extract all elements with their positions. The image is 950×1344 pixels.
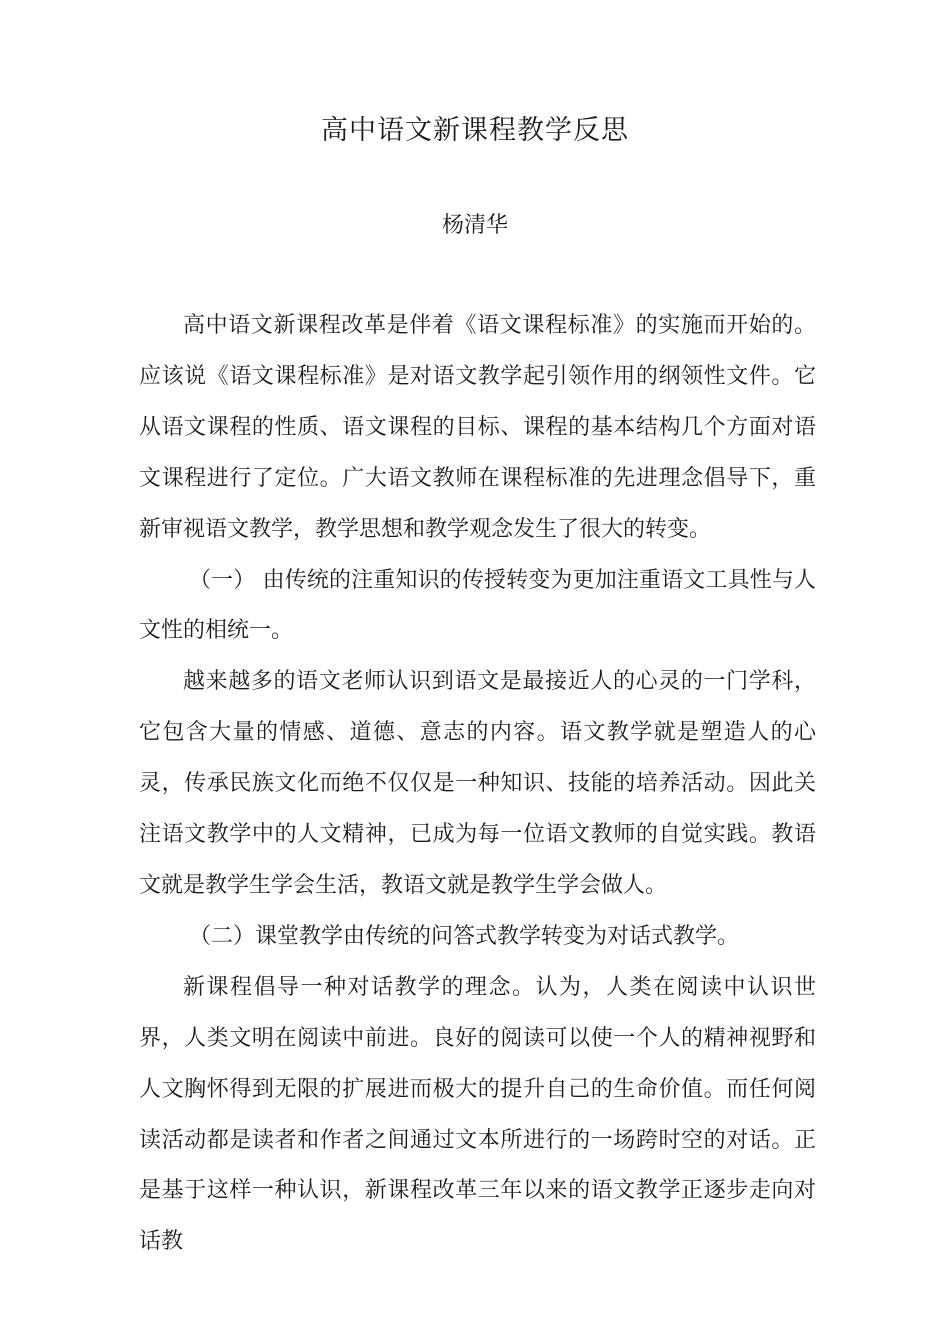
- paragraph-section-2: 新课程倡导一种对话教学的理念。认为，人类在阅读中认识世界，人类文明在阅读中前进。良好的阅读可以使一个人的精神视野和人文胸怀得到无限的扩展进而极大的提升自己的生命价值。而任何阅读活动都是读者和作者之间通过文本所进行的一场跨时空的对话。正是基于这样一种认识，新课程改革三年以来的语文教学正逐步走向对话教: [139, 974, 816, 1255]
- section-heading-1: （一） 由传统的注重知识的传授转变为更加注重语文工具性与人文性的相统一。: [139, 567, 816, 644]
- section-heading-2: （二）课堂教学由传统的问答式教学转变为对话式教学。: [189, 923, 740, 949]
- document-author: 杨清华: [441, 213, 508, 238]
- paragraph-intro: 高中语文新课程改革是伴着《语文课程标准》的实施而开始的。应该说《语文课程标准》是对语文教学起引领作用的纲领性文件。它从语文课程的性质、语文课程的目标、课程的基本结构几个方面对语文课程进行了定位。广大语文教师在课程标准的先进理念倡导下，重新审视语文教学，教学思想和教学观念发生了很大的转变。: [139, 313, 816, 542]
- paragraph-section-1: 越来越多的语文老师认识到语文是最接近人的心灵的一门学科，它包含大量的情感、道德、意志的内容。语文教学就是塑造人的心灵，传承民族文化而绝不仅仅是一种知识、技能的培养活动。因此关注语文教学中的人文精神，已成为每一位语文教师的自觉实践。教语文就是教学生学会生活，教语文就是教学生学会做人。: [139, 669, 816, 898]
- document-body: [139, 301, 816, 1268]
- document-title: 高中语文新课程教学反思: [321, 115, 629, 146]
